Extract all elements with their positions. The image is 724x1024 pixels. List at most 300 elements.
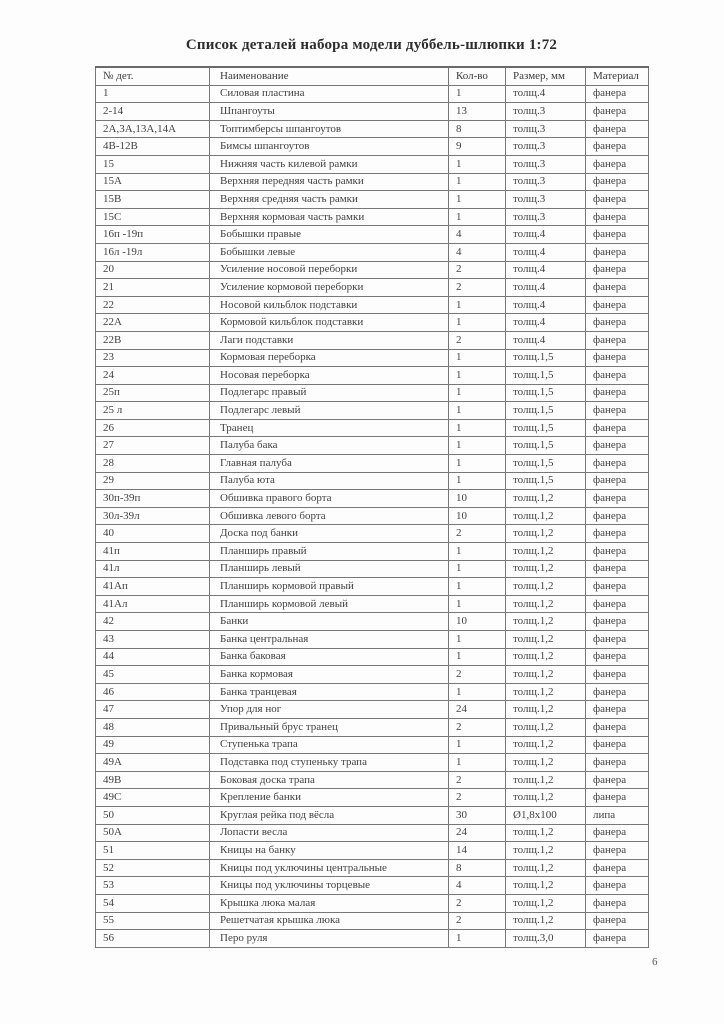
size-cell: толщ.3 xyxy=(506,155,586,173)
part-number-cell: 16л -19л xyxy=(96,243,210,261)
part-name-cell: Банка центральная xyxy=(210,631,449,649)
table-row xyxy=(96,173,649,191)
table-row xyxy=(96,85,649,103)
material-cell: фанера xyxy=(586,701,649,719)
quantity-cell: 24 xyxy=(449,701,506,719)
table-row xyxy=(96,314,649,332)
size-cell: толщ.4 xyxy=(506,85,586,103)
part-name-cell: Банка баковая xyxy=(210,648,449,666)
part-name-cell: Обшивка левого борта xyxy=(210,507,449,525)
part-number-cell: 50А xyxy=(96,824,210,842)
quantity-cell: 14 xyxy=(449,842,506,860)
material-cell: фанера xyxy=(586,490,649,508)
table-row xyxy=(96,261,649,279)
table-row xyxy=(96,103,649,121)
part-name-cell: Банка кормовая xyxy=(210,666,449,684)
size-cell: толщ.3 xyxy=(506,208,586,226)
part-name-cell: Круглая рейка под вёсла xyxy=(210,806,449,824)
quantity-cell: 1 xyxy=(449,85,506,103)
part-name-cell: Крепление банки xyxy=(210,789,449,807)
material-cell: фанера xyxy=(586,877,649,895)
material-cell: липа xyxy=(586,806,649,824)
quantity-cell: 1 xyxy=(449,543,506,561)
quantity-cell: 1 xyxy=(449,402,506,420)
table-row xyxy=(96,419,649,437)
size-cell: толщ.3 xyxy=(506,138,586,156)
header-quantity: Кол-во xyxy=(449,67,506,85)
quantity-cell: 1 xyxy=(449,384,506,402)
size-cell: толщ.1,2 xyxy=(506,701,586,719)
quantity-cell: 1 xyxy=(449,437,506,455)
quantity-cell: 1 xyxy=(449,208,506,226)
quantity-cell: 4 xyxy=(449,226,506,244)
material-cell: фанера xyxy=(586,331,649,349)
part-number-cell: 15В xyxy=(96,191,210,209)
part-number-cell: 43 xyxy=(96,631,210,649)
size-cell: толщ.1,2 xyxy=(506,613,586,631)
part-number-cell: 23 xyxy=(96,349,210,367)
quantity-cell: 1 xyxy=(449,631,506,649)
table-row xyxy=(96,771,649,789)
part-number-cell: 49А xyxy=(96,754,210,772)
part-name-cell: Кницы под уключины центральные xyxy=(210,859,449,877)
table-row xyxy=(96,824,649,842)
part-name-cell: Планширь правый xyxy=(210,543,449,561)
part-name-cell: Банка транцевая xyxy=(210,683,449,701)
quantity-cell: 10 xyxy=(449,507,506,525)
material-cell: фанера xyxy=(586,155,649,173)
size-cell: толщ.1,2 xyxy=(506,490,586,508)
table-row xyxy=(96,243,649,261)
part-name-cell: Силовая пластина xyxy=(210,85,449,103)
part-number-cell: 2-14 xyxy=(96,103,210,121)
part-number-cell: 26 xyxy=(96,419,210,437)
part-number-cell: 41Ал xyxy=(96,595,210,613)
size-cell: толщ.4 xyxy=(506,314,586,332)
part-name-cell: Бимсы шпангоутов xyxy=(210,138,449,156)
size-cell: толщ.1,2 xyxy=(506,631,586,649)
quantity-cell: 13 xyxy=(449,103,506,121)
part-number-cell: 25п xyxy=(96,384,210,402)
part-name-cell: Кормовой кильблок подставки xyxy=(210,314,449,332)
part-name-cell: Подставка под ступеньку трапа xyxy=(210,754,449,772)
size-cell: толщ.1,2 xyxy=(506,543,586,561)
table-row xyxy=(96,543,649,561)
quantity-cell: 1 xyxy=(449,191,506,209)
size-cell: толщ.1,2 xyxy=(506,595,586,613)
table-row xyxy=(96,402,649,420)
part-name-cell: Транец xyxy=(210,419,449,437)
part-number-cell: 54 xyxy=(96,894,210,912)
size-cell: толщ.4 xyxy=(506,296,586,314)
material-cell: фанера xyxy=(586,718,649,736)
part-name-cell: Упор для ног xyxy=(210,701,449,719)
quantity-cell: 4 xyxy=(449,877,506,895)
material-cell: фанера xyxy=(586,930,649,948)
part-number-cell: 51 xyxy=(96,842,210,860)
part-name-cell: Верхняя передняя часть рамки xyxy=(210,173,449,191)
part-number-cell: 53 xyxy=(96,877,210,895)
quantity-cell: 2 xyxy=(449,525,506,543)
part-number-cell: 41л xyxy=(96,560,210,578)
part-name-cell: Верхняя кормовая часть рамки xyxy=(210,208,449,226)
quantity-cell: 1 xyxy=(449,578,506,596)
part-number-cell: 55 xyxy=(96,912,210,930)
part-name-cell: Лопасти весла xyxy=(210,824,449,842)
table-row xyxy=(96,789,649,807)
table-row xyxy=(96,331,649,349)
table-row xyxy=(96,367,649,385)
material-cell: фанера xyxy=(586,173,649,191)
table-row xyxy=(96,296,649,314)
part-name-cell: Лаги подставки xyxy=(210,331,449,349)
size-cell: толщ.1,5 xyxy=(506,402,586,420)
quantity-cell: 1 xyxy=(449,560,506,578)
table-row xyxy=(96,208,649,226)
table-row xyxy=(96,718,649,736)
material-cell: фанера xyxy=(586,437,649,455)
table-row xyxy=(96,666,649,684)
quantity-cell: 2 xyxy=(449,666,506,684)
material-cell: фанера xyxy=(586,349,649,367)
material-cell: фанера xyxy=(586,208,649,226)
size-cell: толщ.1,2 xyxy=(506,877,586,895)
size-cell: толщ.4 xyxy=(506,279,586,297)
table-row xyxy=(96,455,649,473)
table-row xyxy=(96,525,649,543)
part-number-cell: 44 xyxy=(96,648,210,666)
part-number-cell: 30л-39л xyxy=(96,507,210,525)
table-row xyxy=(96,155,649,173)
table-row xyxy=(96,349,649,367)
size-cell: толщ.1,2 xyxy=(506,894,586,912)
quantity-cell: 1 xyxy=(449,314,506,332)
part-number-cell: 29 xyxy=(96,472,210,490)
material-cell: фанера xyxy=(586,631,649,649)
size-cell: толщ.1,2 xyxy=(506,771,586,789)
size-cell: толщ.1,5 xyxy=(506,472,586,490)
material-cell: фанера xyxy=(586,402,649,420)
table-row xyxy=(96,507,649,525)
size-cell: толщ.1,2 xyxy=(506,789,586,807)
part-number-cell: 42 xyxy=(96,613,210,631)
size-cell: толщ.1,2 xyxy=(506,507,586,525)
part-name-cell: Планширь кормовой правый xyxy=(210,578,449,596)
part-name-cell: Кормовая переборка xyxy=(210,349,449,367)
material-cell: фанера xyxy=(586,314,649,332)
part-name-cell: Планширь кормовой левый xyxy=(210,595,449,613)
parts-table-header xyxy=(96,67,649,85)
part-name-cell: Подлегарс левый xyxy=(210,402,449,420)
material-cell: фанера xyxy=(586,279,649,297)
material-cell: фанера xyxy=(586,296,649,314)
material-cell: фанера xyxy=(586,560,649,578)
part-name-cell: Палуба бака xyxy=(210,437,449,455)
material-cell: фанера xyxy=(586,419,649,437)
part-name-cell: Перо руля xyxy=(210,930,449,948)
size-cell: толщ.1,2 xyxy=(506,666,586,684)
size-cell: толщ.1,2 xyxy=(506,754,586,772)
quantity-cell: 1 xyxy=(449,683,506,701)
part-number-cell: 22А xyxy=(96,314,210,332)
size-cell: толщ.1,5 xyxy=(506,437,586,455)
quantity-cell: 24 xyxy=(449,824,506,842)
size-cell: толщ.1,2 xyxy=(506,736,586,754)
size-cell: толщ.1,2 xyxy=(506,912,586,930)
table-row xyxy=(96,859,649,877)
size-cell: толщ.4 xyxy=(506,226,586,244)
table-row xyxy=(96,877,649,895)
part-number-cell: 24 xyxy=(96,367,210,385)
part-number-cell: 50 xyxy=(96,806,210,824)
material-cell: фанера xyxy=(586,525,649,543)
table-row xyxy=(96,490,649,508)
size-cell: толщ.1,2 xyxy=(506,683,586,701)
material-cell: фанера xyxy=(586,789,649,807)
size-cell: толщ.1,2 xyxy=(506,859,586,877)
material-cell: фанера xyxy=(586,912,649,930)
part-name-cell: Ступенька трапа xyxy=(210,736,449,754)
quantity-cell: 2 xyxy=(449,261,506,279)
material-cell: фанера xyxy=(586,243,649,261)
material-cell: фанера xyxy=(586,595,649,613)
material-cell: фанера xyxy=(586,683,649,701)
material-cell: фанера xyxy=(586,367,649,385)
part-number-cell: 49В xyxy=(96,771,210,789)
size-cell: толщ.4 xyxy=(506,261,586,279)
material-cell: фанера xyxy=(586,754,649,772)
table-row xyxy=(96,578,649,596)
table-row xyxy=(96,138,649,156)
size-cell: толщ.1,5 xyxy=(506,349,586,367)
table-row xyxy=(96,736,649,754)
part-name-cell: Бобышки правые xyxy=(210,226,449,244)
quantity-cell: 1 xyxy=(449,754,506,772)
material-cell: фанера xyxy=(586,613,649,631)
material-cell: фанера xyxy=(586,472,649,490)
part-number-cell: 49 xyxy=(96,736,210,754)
part-number-cell: 21 xyxy=(96,279,210,297)
quantity-cell: 9 xyxy=(449,138,506,156)
table-row xyxy=(96,613,649,631)
part-number-cell: 15С xyxy=(96,208,210,226)
part-number-cell: 49С xyxy=(96,789,210,807)
table-row xyxy=(96,754,649,772)
size-cell: толщ.3 xyxy=(506,103,586,121)
quantity-cell: 10 xyxy=(449,613,506,631)
size-cell: толщ.1,2 xyxy=(506,824,586,842)
part-name-cell: Боковая доска трапа xyxy=(210,771,449,789)
size-cell: толщ.1,2 xyxy=(506,718,586,736)
part-name-cell: Усиление кормовой переборки xyxy=(210,279,449,297)
size-cell: Ø1,8х100 xyxy=(506,806,586,824)
quantity-cell: 2 xyxy=(449,894,506,912)
table-row xyxy=(96,648,649,666)
material-cell: фанера xyxy=(586,261,649,279)
table-row xyxy=(96,683,649,701)
material-cell: фанера xyxy=(586,226,649,244)
part-name-cell: Верхняя средняя часть рамки xyxy=(210,191,449,209)
size-cell: толщ.3 xyxy=(506,191,586,209)
material-cell: фанера xyxy=(586,771,649,789)
part-number-cell: 41п xyxy=(96,543,210,561)
quantity-cell: 1 xyxy=(449,296,506,314)
material-cell: фанера xyxy=(586,384,649,402)
part-number-cell: 46 xyxy=(96,683,210,701)
part-name-cell: Кницы под уключины торцевые xyxy=(210,877,449,895)
material-cell: фанера xyxy=(586,138,649,156)
quantity-cell: 1 xyxy=(449,173,506,191)
table-row xyxy=(96,437,649,455)
part-number-cell: 27 xyxy=(96,437,210,455)
material-cell: фанера xyxy=(586,648,649,666)
part-name-cell: Топтимберсы шпангоутов xyxy=(210,120,449,138)
part-number-cell: 20 xyxy=(96,261,210,279)
size-cell: толщ.3 xyxy=(506,120,586,138)
part-number-cell: 15 xyxy=(96,155,210,173)
table-row xyxy=(96,842,649,860)
table-row xyxy=(96,912,649,930)
part-number-cell: 15А xyxy=(96,173,210,191)
part-name-cell: Подлегарс правый xyxy=(210,384,449,402)
table-row xyxy=(96,472,649,490)
quantity-cell: 1 xyxy=(449,455,506,473)
material-cell: фанера xyxy=(586,455,649,473)
header-part-number: № дет. xyxy=(96,67,210,85)
size-cell: толщ.1,5 xyxy=(506,367,586,385)
size-cell: толщ.1,2 xyxy=(506,578,586,596)
header-part-name: Наименование xyxy=(210,67,449,85)
part-name-cell: Бобышки левые xyxy=(210,243,449,261)
material-cell: фанера xyxy=(586,894,649,912)
quantity-cell: 1 xyxy=(449,930,506,948)
part-number-cell: 28 xyxy=(96,455,210,473)
part-name-cell: Планширь левый xyxy=(210,560,449,578)
quantity-cell: 2 xyxy=(449,718,506,736)
material-cell: фанера xyxy=(586,666,649,684)
quantity-cell: 2 xyxy=(449,789,506,807)
size-cell: толщ.1,2 xyxy=(506,648,586,666)
table-row xyxy=(96,560,649,578)
part-name-cell: Носовая переборка xyxy=(210,367,449,385)
table-row xyxy=(96,631,649,649)
quantity-cell: 1 xyxy=(449,349,506,367)
part-number-cell: 48 xyxy=(96,718,210,736)
size-cell: толщ.3 xyxy=(506,173,586,191)
material-cell: фанера xyxy=(586,120,649,138)
table-row xyxy=(96,894,649,912)
header-row xyxy=(96,67,649,85)
part-name-cell: Главная палуба xyxy=(210,455,449,473)
size-cell: толщ.1,2 xyxy=(506,525,586,543)
part-name-cell: Решетчатая крышка люка xyxy=(210,912,449,930)
quantity-cell: 1 xyxy=(449,472,506,490)
table-row xyxy=(96,279,649,297)
parts-table xyxy=(95,66,649,948)
quantity-cell: 2 xyxy=(449,912,506,930)
part-name-cell: Кницы на банку xyxy=(210,842,449,860)
material-cell: фанера xyxy=(586,859,649,877)
part-name-cell: Нижняя часть килевой рамки xyxy=(210,155,449,173)
part-number-cell: 22 xyxy=(96,296,210,314)
size-cell: толщ.1,5 xyxy=(506,384,586,402)
material-cell: фанера xyxy=(586,842,649,860)
part-number-cell: 41Ап xyxy=(96,578,210,596)
part-number-cell: 2А,3А,13А,14А xyxy=(96,120,210,138)
part-name-cell: Носовой кильблок подставки xyxy=(210,296,449,314)
size-cell: толщ.1,2 xyxy=(506,842,586,860)
size-cell: толщ.4 xyxy=(506,243,586,261)
part-number-cell: 40 xyxy=(96,525,210,543)
part-number-cell: 47 xyxy=(96,701,210,719)
size-cell: толщ.1,5 xyxy=(506,455,586,473)
part-name-cell: Шпангоуты xyxy=(210,103,449,121)
quantity-cell: 30 xyxy=(449,806,506,824)
quantity-cell: 8 xyxy=(449,859,506,877)
part-number-cell: 45 xyxy=(96,666,210,684)
quantity-cell: 4 xyxy=(449,243,506,261)
quantity-cell: 2 xyxy=(449,279,506,297)
table-row xyxy=(96,191,649,209)
material-cell: фанера xyxy=(586,543,649,561)
material-cell: фанера xyxy=(586,578,649,596)
material-cell: фанера xyxy=(586,824,649,842)
quantity-cell: 1 xyxy=(449,367,506,385)
quantity-cell: 2 xyxy=(449,771,506,789)
quantity-cell: 10 xyxy=(449,490,506,508)
table-row xyxy=(96,701,649,719)
part-name-cell: Обшивка правого борта xyxy=(210,490,449,508)
quantity-cell: 1 xyxy=(449,736,506,754)
part-number-cell: 16п -19п xyxy=(96,226,210,244)
part-number-cell: 25 л xyxy=(96,402,210,420)
material-cell: фанера xyxy=(586,191,649,209)
table-row xyxy=(96,930,649,948)
quantity-cell: 1 xyxy=(449,419,506,437)
size-cell: толщ.4 xyxy=(506,331,586,349)
part-number-cell: 52 xyxy=(96,859,210,877)
page-number: 6 xyxy=(652,956,658,968)
table-row xyxy=(96,120,649,138)
quantity-cell: 1 xyxy=(449,648,506,666)
part-name-cell: Банки xyxy=(210,613,449,631)
part-name-cell: Привальный брус транец xyxy=(210,718,449,736)
part-number-cell: 30п-39п xyxy=(96,490,210,508)
quantity-cell: 1 xyxy=(449,595,506,613)
quantity-cell: 2 xyxy=(449,331,506,349)
part-number-cell: 56 xyxy=(96,930,210,948)
table-row xyxy=(96,384,649,402)
size-cell: толщ.1,5 xyxy=(506,419,586,437)
quantity-cell: 8 xyxy=(449,120,506,138)
part-name-cell: Палуба юта xyxy=(210,472,449,490)
part-number-cell: 1 xyxy=(96,85,210,103)
table-row xyxy=(96,595,649,613)
size-cell: толщ.3,0 xyxy=(506,930,586,948)
part-name-cell: Крышка люка малая xyxy=(210,894,449,912)
material-cell: фанера xyxy=(586,736,649,754)
material-cell: фанера xyxy=(586,507,649,525)
table-row xyxy=(96,806,649,824)
header-material: Материал xyxy=(586,67,649,85)
size-cell: толщ.1,2 xyxy=(506,560,586,578)
document-title: Список деталей набора модели дуббель-шлюпки 1:72 xyxy=(185,37,558,53)
part-name-cell: Усиление носовой переборки xyxy=(210,261,449,279)
material-cell: фанера xyxy=(586,85,649,103)
parts-table-body xyxy=(96,85,649,947)
material-cell: фанера xyxy=(586,103,649,121)
part-number-cell: 4В-12В xyxy=(96,138,210,156)
